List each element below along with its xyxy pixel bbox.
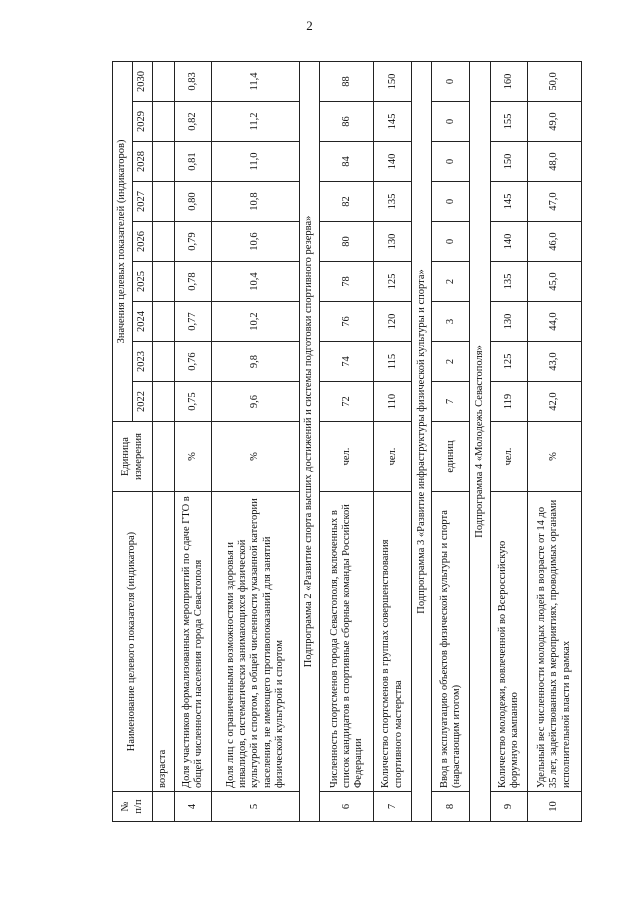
value-cell-2029: 49,0 bbox=[527, 102, 581, 142]
value-cell-2022: 7 bbox=[432, 382, 469, 422]
value-cell-2027: 135 bbox=[374, 182, 411, 222]
indicator-name: Удельный вес численности молодых людей в возрасте от 14 до 35 лет, задействованных в мероприятиях, проводимых органами исполнительной власти в рамках bbox=[527, 492, 581, 792]
value-cell-2025: 45,0 bbox=[527, 262, 581, 302]
value-cell-2023: 43,0 bbox=[527, 342, 581, 382]
value-cell-2023: 74 bbox=[320, 342, 374, 382]
header-values-title: Значения целевых показателей (индикаторов) bbox=[113, 61, 133, 421]
indicator-name: Доля лиц с ограниченными возможностями здоровья и инвалидов, систематически занимающихся физической культурой и спортом, в общей численности указанной категории населения, не имеющего противопоказаний для занятий физической культурой и спортом bbox=[212, 492, 299, 792]
value-cell-2025: 10,4 bbox=[212, 262, 299, 302]
value-cell-2029: 11,2 bbox=[212, 102, 299, 142]
indicator-name: Доля участников формализованных мероприятий по сдаче ГТО в общей численности населения города Севастополя bbox=[175, 492, 212, 792]
unit-cell: % bbox=[212, 422, 299, 492]
table-row bbox=[432, 61, 469, 821]
header-year-2030: 2030 bbox=[133, 61, 153, 101]
rotated-table-container bbox=[112, 62, 582, 822]
indicator-name: Численность спортсменов города Севастополя, включенных в список кандидатов в спортивные сборные команды Российской Федерации bbox=[320, 492, 374, 792]
header-year-2028: 2028 bbox=[133, 142, 153, 182]
indicator-name: Ввод в эксплуатацию объектов физической культуры и спорта (нарастающим итогом) bbox=[432, 492, 469, 792]
value-cell-2027: 47,0 bbox=[527, 182, 581, 222]
unit-cell: % bbox=[175, 422, 212, 492]
value-cell-2029: 0 bbox=[432, 102, 469, 142]
continuation-text: возраста bbox=[153, 492, 175, 792]
header-year-2029: 2029 bbox=[133, 102, 153, 142]
value-cell-2025: 135 bbox=[490, 262, 527, 302]
value-cell-2022: 42,0 bbox=[527, 382, 581, 422]
subprogram-title: Подпрограмма 3 «Развитие инфраструктуры физической культуры и спорта» bbox=[411, 61, 432, 821]
value-cell-2030: 0 bbox=[432, 61, 469, 101]
page-number: 2 bbox=[306, 18, 313, 33]
header-year-2022: 2022 bbox=[133, 382, 153, 422]
value-cell-2026: 80 bbox=[320, 222, 374, 262]
header-year-2027: 2027 bbox=[133, 182, 153, 222]
row-number: 4 bbox=[175, 792, 212, 822]
indicator-name: Количество молодежи, вовлеченной во Всероссийскую форумную кампанию bbox=[490, 492, 527, 792]
value-cell-2025: 2 bbox=[432, 262, 469, 302]
value-cell-2026: 46,0 bbox=[527, 222, 581, 262]
value-cell-2024: 120 bbox=[374, 302, 411, 342]
value-cell-2025: 78 bbox=[320, 262, 374, 302]
value-cell-2026: 140 bbox=[490, 222, 527, 262]
unit-cell: чел. bbox=[320, 422, 374, 492]
value-cell-2028: 0,81 bbox=[175, 142, 212, 182]
value-cell-2025: 125 bbox=[374, 262, 411, 302]
value-cell-2024: 0,77 bbox=[175, 302, 212, 342]
value-cell-2029: 145 bbox=[374, 102, 411, 142]
row-number: 9 bbox=[490, 792, 527, 822]
value-cell-2026: 0,79 bbox=[175, 222, 212, 262]
value-cell-2028: 0 bbox=[432, 142, 469, 182]
subprogram-title: Подпрограмма 4 «Молодежь Севастополя» bbox=[469, 61, 490, 821]
subprogram-row bbox=[411, 61, 432, 821]
value-cell-2030: 88 bbox=[320, 61, 374, 101]
value-cell-2028: 11,0 bbox=[212, 142, 299, 182]
value-cell-2027: 0,80 bbox=[175, 182, 212, 222]
value-cell-2027: 145 bbox=[490, 182, 527, 222]
unit-cell: чел. bbox=[374, 422, 411, 492]
value-cell-2023: 9,8 bbox=[212, 342, 299, 382]
table-row bbox=[374, 61, 411, 821]
indicators-table bbox=[112, 61, 582, 822]
value-cell-2022: 9,6 bbox=[212, 382, 299, 422]
value-cell-2028: 84 bbox=[320, 142, 374, 182]
value-cell-2022: 72 bbox=[320, 382, 374, 422]
subprogram-row bbox=[299, 61, 320, 821]
value-cell-2030: 50,0 bbox=[527, 61, 581, 101]
subprogram-row bbox=[469, 61, 490, 821]
value-cell-2024: 76 bbox=[320, 302, 374, 342]
value-cell-2030: 11,4 bbox=[212, 61, 299, 101]
subprogram-title: Подпрограмма 2 «Развитие спорта высших достижений и системы подготовки спортивного резерва» bbox=[299, 61, 320, 821]
unit-cell: единиц bbox=[432, 422, 469, 492]
table-row bbox=[212, 61, 299, 821]
value-cell-2027: 82 bbox=[320, 182, 374, 222]
row-number: 6 bbox=[320, 792, 374, 822]
value-cell-2029: 0,82 bbox=[175, 102, 212, 142]
value-cell-2024: 130 bbox=[490, 302, 527, 342]
row-number: 10 bbox=[527, 792, 581, 822]
header-year-2025: 2025 bbox=[133, 262, 153, 302]
value-cell-2022: 110 bbox=[374, 382, 411, 422]
header-num: № п/п bbox=[113, 792, 153, 822]
header-year-2023: 2023 bbox=[133, 342, 153, 382]
header-year-2024: 2024 bbox=[133, 302, 153, 342]
value-cell-2029: 155 bbox=[490, 102, 527, 142]
unit-cell: чел. bbox=[490, 422, 527, 492]
table-body bbox=[153, 61, 582, 821]
value-cell-2029: 86 bbox=[320, 102, 374, 142]
header-year-2026: 2026 bbox=[133, 222, 153, 262]
value-cell-2030: 150 bbox=[374, 61, 411, 101]
value-cell-2024: 44,0 bbox=[527, 302, 581, 342]
value-cell-2022: 0,75 bbox=[175, 382, 212, 422]
value-cell-2028: 48,0 bbox=[527, 142, 581, 182]
value-cell-2026: 0 bbox=[432, 222, 469, 262]
value-cell-2026: 10,6 bbox=[212, 222, 299, 262]
row-number: 8 bbox=[432, 792, 469, 822]
value-cell-2024: 3 bbox=[432, 302, 469, 342]
value-cell-2023: 0,76 bbox=[175, 342, 212, 382]
value-cell-2023: 125 bbox=[490, 342, 527, 382]
row-number: 5 bbox=[212, 792, 299, 822]
value-cell-2023: 115 bbox=[374, 342, 411, 382]
row-number: 7 bbox=[374, 792, 411, 822]
value-cell-2025: 0,78 bbox=[175, 262, 212, 302]
table-row bbox=[490, 61, 527, 821]
unit-cell: % bbox=[527, 422, 581, 492]
value-cell-2023: 2 bbox=[432, 342, 469, 382]
value-cell-2024: 10,2 bbox=[212, 302, 299, 342]
value-cell-2026: 130 bbox=[374, 222, 411, 262]
value-cell-2030: 160 bbox=[490, 61, 527, 101]
value-cell-2028: 150 bbox=[490, 142, 527, 182]
continuation-row bbox=[153, 61, 175, 821]
value-cell-2027: 0 bbox=[432, 182, 469, 222]
indicator-name: Количество спортсменов в группах совершенствования спортивного мастерства bbox=[374, 492, 411, 792]
table-row bbox=[527, 61, 581, 821]
header-unit: Единица измерения bbox=[113, 422, 153, 492]
value-cell-2022: 119 bbox=[490, 382, 527, 422]
table-row bbox=[175, 61, 212, 821]
value-cell-2030: 0,83 bbox=[175, 61, 212, 101]
value-cell-2028: 140 bbox=[374, 142, 411, 182]
table-row bbox=[320, 61, 374, 821]
header-name: Наименование целевого показателя (индикатора) bbox=[113, 492, 153, 792]
value-cell-2027: 10,8 bbox=[212, 182, 299, 222]
